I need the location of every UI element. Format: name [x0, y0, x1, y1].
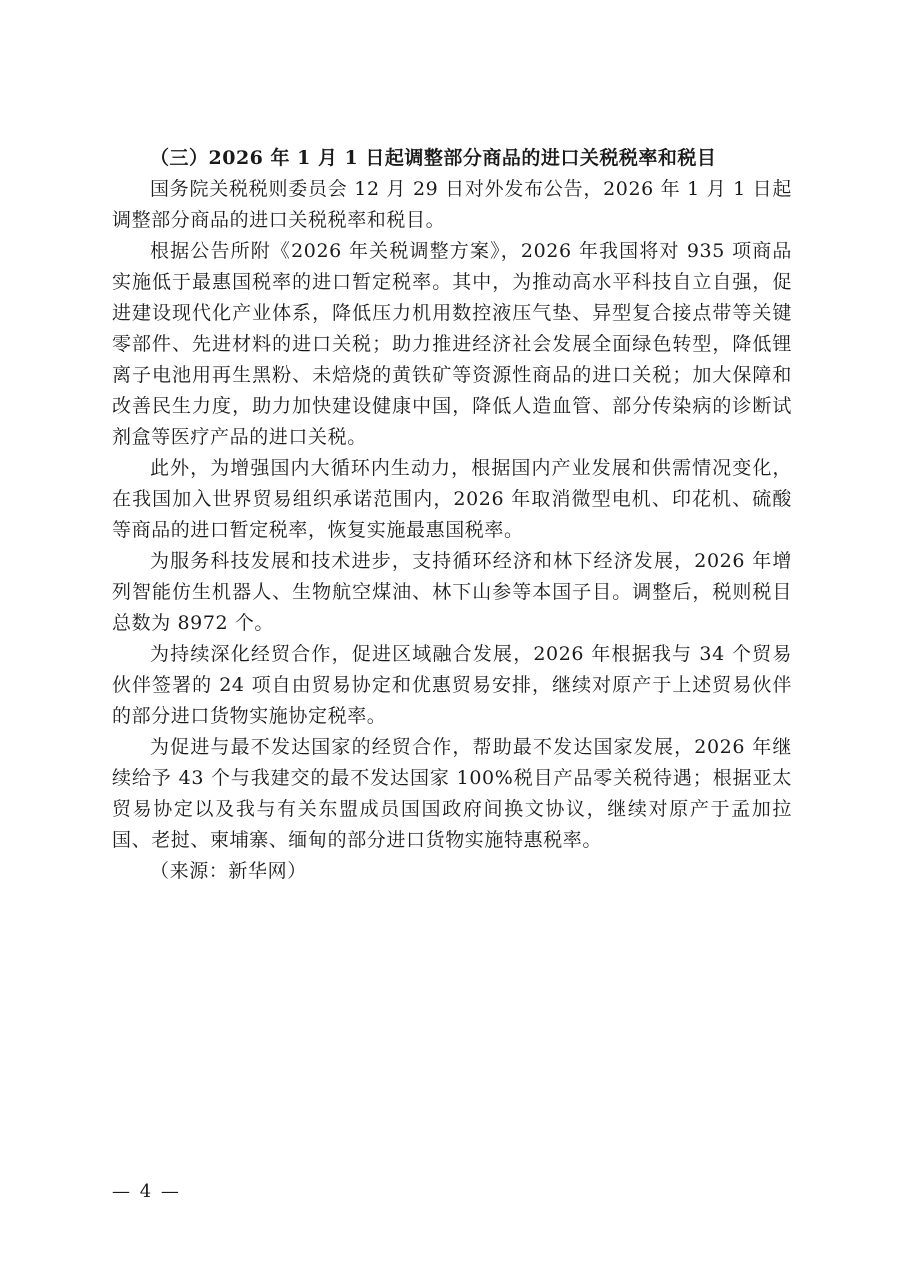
- paragraph-2: 根据公告所附《2026 年关税调整方案》，2026 年我国将对 935 项商品实施低于最惠国税率的进口暂定税率。其中，为推动高水平科技自立自强，促进建设现代化产业体系，降低压力机用数控液压气垫、异型复合接点带等关键零部件、先进材料的进口关税；助力推进经济社会发展全面绿色转型，降低锂离子电池用再生黑粉、未焙烧的黄铁矿等资源性商品的进口关税；加大保障和改善民生力度，助力加快建设健康中国，降低人造血管、部分传染病的诊断试剂盒等医疗产品的进口关税。: [112, 240, 792, 448]
- paragraph-3: 此外，为增强国内大循环内生动力，根据国内产业发展和供需情况变化，在我国加入世界贸易组织承诺范围内，2026 年取消微型电机、印花机、硫酸等商品的进口暂定税率，恢复实施最惠国税率。: [112, 457, 792, 541]
- paragraph-1: 国务院关税税则委员会 12 月 29 日对外发布公告，2026 年 1 月 1 日起调整部分商品的进口关税税率和税目。: [112, 178, 792, 231]
- paragraph-6: 为促进与最不发达国家的经贸合作，帮助最不发达国家发展，2026 年继续给予 43 个与我建交的最不发达国家 100%税目产品零关税待遇；根据亚太贸易协定以及我与有关东盟成员国国政府间换文协议，继续对原产于孟加拉国、老挝、柬埔寨、缅甸的部分进口货物实施特惠税率。: [112, 736, 792, 851]
- source-note: （来源：新华网）: [150, 860, 307, 882]
- paragraph-5: 为持续深化经贸合作，促进区域融合发展，2026 年根据我与 34 个贸易伙伴签署的 24 项自由贸易协定和优惠贸易安排，继续对原产于上述贸易伙伴的部分进口货物实施协定税率。: [112, 643, 792, 727]
- paragraph-4: 为服务科技发展和技术进步，支持循环经济和林下经济发展，2026 年增列智能仿生机器人、生物航空煤油、林下山参等本国子目。调整后，税则税目总数为 8972 个。: [112, 550, 792, 634]
- section-heading: （三）2026 年 1 月 1 日起调整部分商品的进口关税税率和税目: [150, 147, 717, 169]
- document-body: [112, 142, 792, 887]
- page-number: — 4 —: [112, 1181, 181, 1202]
